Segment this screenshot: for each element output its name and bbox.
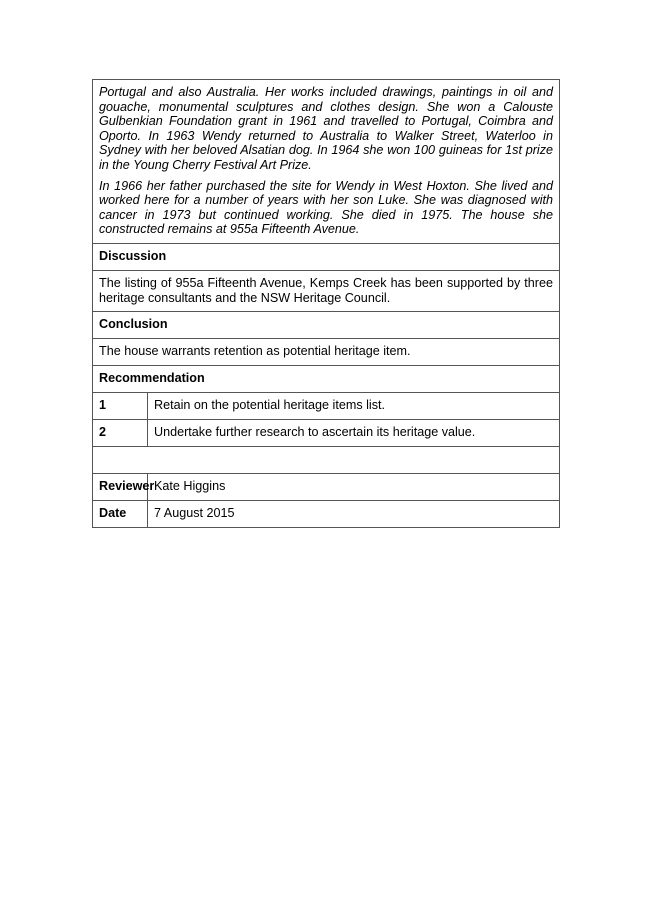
reviewer-row <box>93 474 560 501</box>
conclusion-heading-row <box>93 312 560 339</box>
discussion-heading: Discussion <box>93 243 560 270</box>
conclusion-heading: Conclusion <box>93 312 560 339</box>
recommendation-item-number: 1 <box>93 393 148 420</box>
recommendation-item-row <box>93 393 560 420</box>
conclusion-text-row <box>93 339 560 366</box>
reviewer-label: Reviewer <box>93 474 148 501</box>
date-label: Date <box>93 501 148 528</box>
recommendation-item-text: Retain on the potential heritage items list. <box>148 393 560 420</box>
conclusion-text: The house warrants retention as potential heritage item. <box>93 339 560 366</box>
intro-cell <box>93 80 560 244</box>
recommendation-item-row <box>93 420 560 447</box>
recommendation-heading: Recommendation <box>93 366 560 393</box>
empty-spacer-row <box>93 447 560 474</box>
intro-row <box>93 80 560 244</box>
discussion-heading-row <box>93 243 560 270</box>
intro-paragraph-1: Portugal and also Australia. Her works included drawings, paintings in oil and gouache, monumental sculptures and clothes design. She won a Calouste Gulbenkian Foundation grant in 1961 and travelled to Portugal, Coimbra and Oporto. In 1963 Wendy returned to Australia to Walker Street, Waterloo in Sydney with her beloved Alsatian dog. In 1964 she won 100 guineas for 1st prize in the Young Cherry Festival Art Prize. <box>99 85 553 172</box>
date-value: 7 August 2015 <box>148 501 560 528</box>
intro-paragraph-2: In 1966 her father purchased the site for Wendy in West Hoxton. She lived and worked here for a number of years with her son Luke. She was diagnosed with cancer in 1973 but continued working. She died in 1975. The house she constructed remains at 955a Fifteenth Avenue. <box>99 178 553 237</box>
empty-spacer-cell <box>93 447 560 474</box>
date-row <box>93 501 560 528</box>
discussion-text: The listing of 955a Fifteenth Avenue, Kemps Creek has been supported by three heritage consultants and the NSW Heritage Council. <box>93 270 560 311</box>
reviewer-value: Kate Higgins <box>148 474 560 501</box>
discussion-text-row <box>93 270 560 311</box>
recommendation-item-number: 2 <box>93 420 148 447</box>
recommendation-item-text: Undertake further research to ascertain its heritage value. <box>148 420 560 447</box>
heritage-assessment-table <box>92 79 560 528</box>
recommendation-heading-row <box>93 366 560 393</box>
